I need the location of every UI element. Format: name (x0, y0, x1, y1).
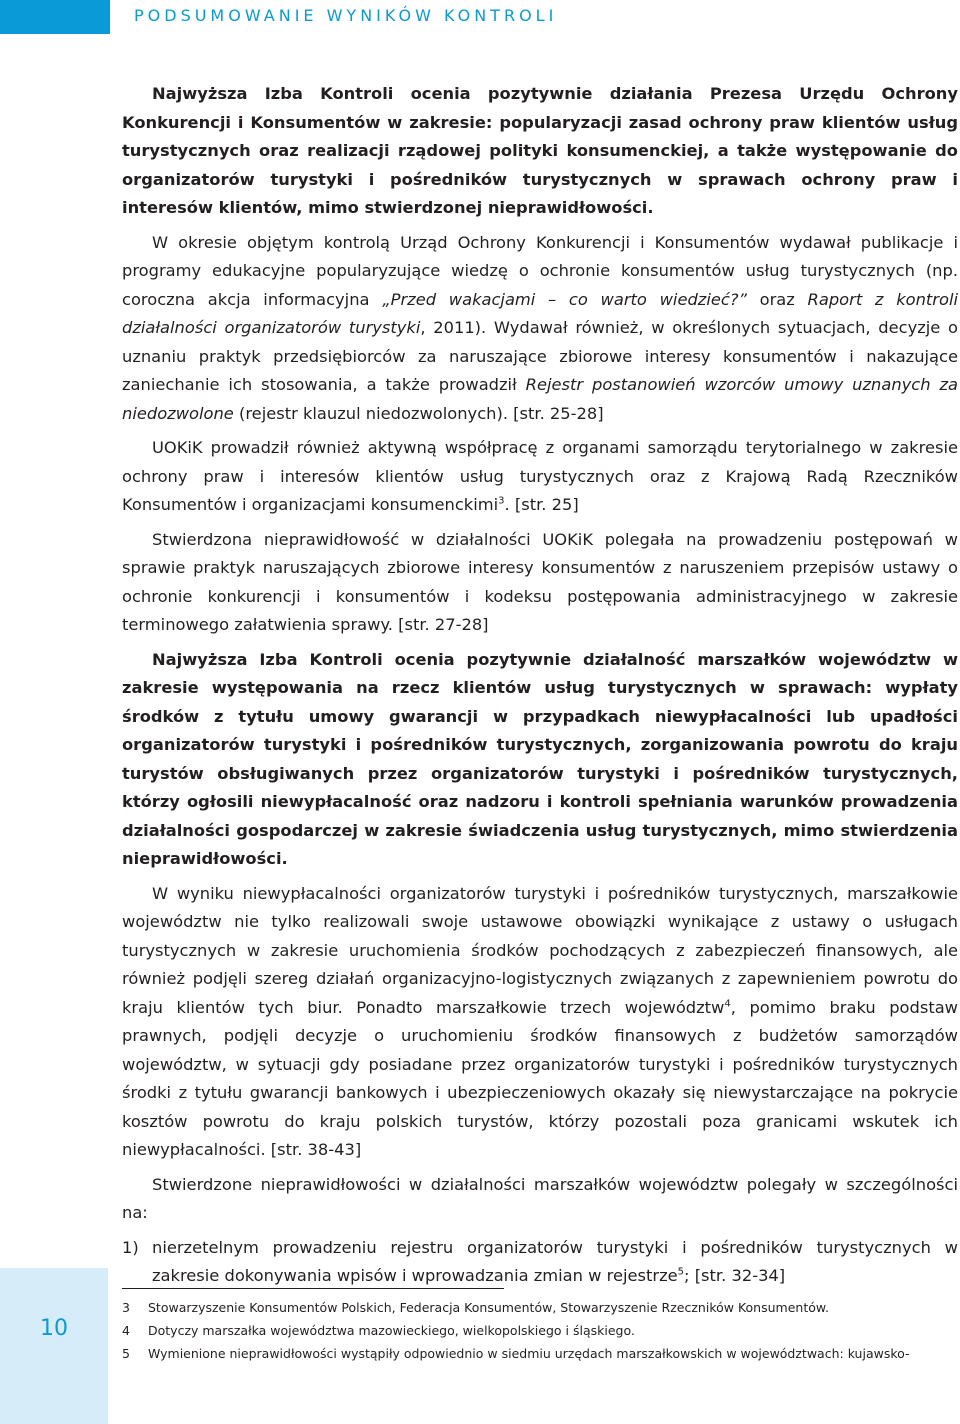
text-fragment: UOKiK prowadził również aktywną współpracę z organami samorządu terytorialnego w zakresie ochrony praw i interesów klientów usług turystycznych oraz z Krajową Radą Rzeczników Konsumentów i organizacjami konsumenckimi (122, 438, 958, 514)
footnote (122, 1342, 958, 1365)
text-fragment: (rejestr klauzul niedozwolonych). [str. 25-28] (233, 403, 604, 423)
footnote-text: Dotyczy marszałka województwa mazowieckiego, wielkopolskiego i śląskiego. (148, 1323, 635, 1338)
paragraph-assessment-uokik: Najwyższa Izba Kontroli ocenia pozytywnie działania Prezesa Urzędu Ochrony Konkurencji i Konsumentów w zakresie: popularyzacji zasad ochrony praw klientów usług turystycznych oraz realizacji rządowej polityki konsumenckiej, a także występowanie do organizatorów turystyki i pośredników turystycznych w sprawach ochrony praw i interesów klientów, mimo stwierdzonej nieprawidłowości. (122, 84, 958, 217)
footnote-ref[interactable]: 3 (498, 495, 505, 507)
list-item-number: 1) (122, 1237, 139, 1257)
paragraph-uokik-activities (122, 229, 958, 429)
page-number: 10 (40, 1316, 68, 1341)
text-fragment: W okresie objętym kontrolą Urząd Ochrony Konkurencji i Konsumentów wydawał publikacje i programy edukacyjne popularyzujące wiedzę o ochronie konsumentów usług turystycznych (np. coroczna akcja informacyjna (122, 232, 958, 309)
list-item (122, 1234, 958, 1291)
register-title: Rejestr postanowień wzorców umowy uznanych za niedozwolone (122, 375, 958, 423)
text-fragment: . [str. 25] (504, 495, 579, 514)
text-fragment: , 2011). Wydawał również, w określonych sytuacjach, decyzje o uznaniu praktyk przedsiębiorców za naruszające zbiorowe interesy konsumentów i nakazujące zaniechanie ich stosowania, a także prowadził (122, 318, 959, 394)
publication-title: „Przed wakacjami – co warto wiedzieć?” (382, 289, 747, 309)
main-content (122, 80, 958, 1291)
section-title: PODSUMOWANIE WYNIKÓW KONTROLI (134, 6, 558, 25)
text-fragment: nierzetelnym prowadzeniu rejestru organizatorów turystyki i pośredników turystycznych w zakresie dokonywania wpisów i wprowadzania zmian w rejestrze (152, 1237, 958, 1285)
header-accent-block (0, 0, 110, 34)
footnote-text: Stowarzyszenie Konsumentów Polskich, Federacja Konsumentów, Stowarzyszenie Rzeczników Konsumentów. (148, 1300, 829, 1315)
footnote (122, 1296, 958, 1319)
text-fragment: oraz (746, 289, 808, 309)
footnote (122, 1319, 958, 1342)
text-fragment: ; [str. 32-34] (684, 1266, 786, 1285)
paragraph-cooperation (122, 434, 958, 520)
footnote-number: 3 (122, 1300, 130, 1315)
footnote-ref[interactable]: 5 (677, 1266, 685, 1278)
paragraph-irregularities-intro: Stwierdzone nieprawidłowości w działalności marszałków województw polegały w szczególności na: (122, 1174, 958, 1222)
footnotes (122, 1296, 958, 1365)
footnote-ref[interactable]: 4 (724, 998, 731, 1010)
paragraph-insolvency (122, 880, 958, 1165)
footnote-divider (122, 1288, 504, 1289)
report-title: Raport z kontroli działalności organizatorów turystyki (122, 289, 958, 337)
text-fragment: , pomimo braku podstaw prawnych, podjęli decyzje o uruchomieniu środków finansowych z budżetów samorządów województw, w sytuacji gdy posiadane przez organizatorów turystyki i pośredników turystycznych środki z tytułu gwarancji bankowych i ubezpieczeniowych okazały się niewystarczające na pokrycie kosztów powrotu do kraju polskich turystów, którzy pozostali poza granicami wskutek ich niewypłacalności. [str. 38-43] (122, 997, 958, 1159)
text-fragment: W wyniku niewypłacalności organizatorów turystyki i pośredników turystycznych, marszałkowie województw nie tylko realizowali swoje ustawowe obowiązki wynikające z ustawy o usługach turystycznych w zakresie uruchomienia środków pochodzących z zabezpieczeń finansowych, ale również podjęli szereg działań organizacyjno-logistycznych związanych z zapewnieniem powrotu do kraju klientów tych biur. Ponadto marszałkowie trzech województw (122, 883, 958, 1017)
page-number-sidebar (0, 1268, 108, 1424)
paragraph-assessment-marshals: Najwyższa Izba Kontroli ocenia pozytywnie działalność marszałków województw w zakresie występowania na rzecz klientów usług turystycznych w sprawach: wypłaty środków z tytułu umowy gwarancji w przypadkach niewypłacalności lub upadłości organizatorów turystyki i pośredników turystycznych, zorganizowania powrotu do kraju turystów obsługiwanych przez organizatorów turystyki i pośredników turystycznych, którzy ogłosili niewypłacalność oraz nadzoru i kontroli spełniania warunków prowadzenia działalności gospodarczej w zakresie świadczenia usług turystycznych, mimo stwierdzenia nieprawidłowości. (122, 649, 958, 868)
footnote-number: 4 (122, 1323, 130, 1338)
footnote-number: 5 (122, 1346, 130, 1361)
paragraph-irregularity: Stwierdzona nieprawidłowość w działalności UOKiK polegała na prowadzeniu postępowań w sprawie praktyk naruszających zbiorowe interesy konsumentów z naruszeniem przepisów ustawy o ochronie konkurencji i konsumentów i kodeksu postępowania administracyjnego w zakresie terminowego załatwienia sprawy. [str. 27-28] (122, 529, 958, 634)
footnote-text: Wymienione nieprawidłowości wystąpiły odpowiednio w siedmiu urzędach marszałkowskich w województwach: kujawsko- (148, 1346, 910, 1361)
list-item-text (152, 1234, 958, 1291)
